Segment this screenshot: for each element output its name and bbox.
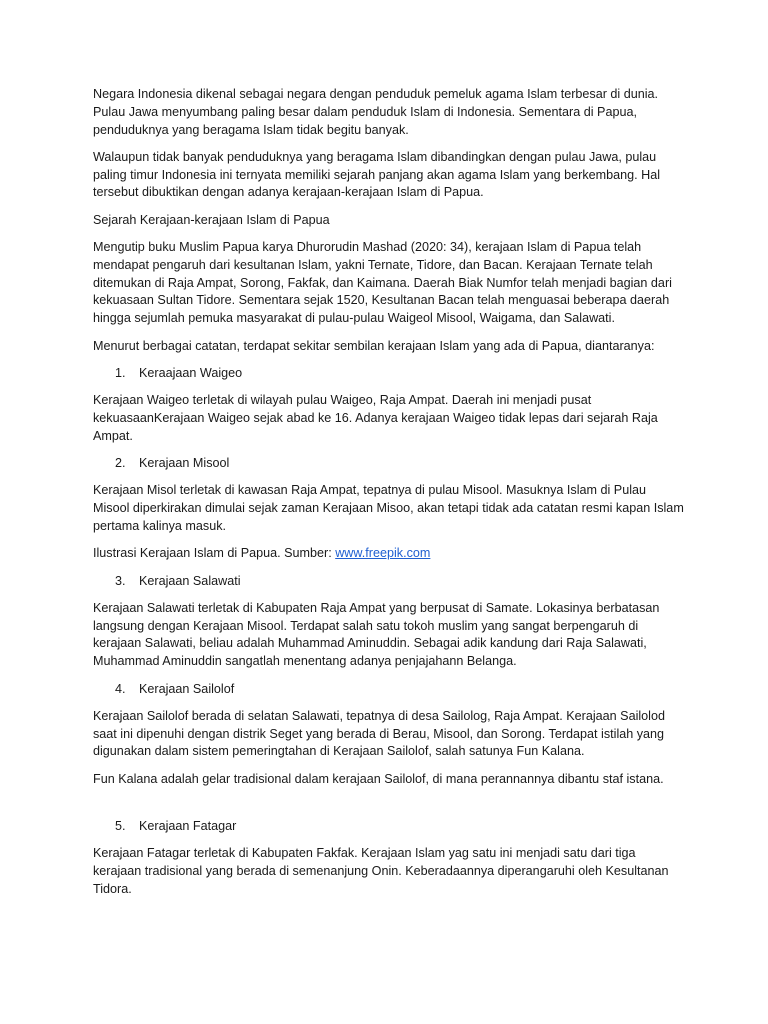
list-label: Kerajaan Salawati <box>139 573 241 588</box>
paragraph-misool: Kerajaan Misol terletak di kawasan Raja Ampat, tepatnya di pulau Misool. Masuknya Islam di Pulau Misool diperkirakan dimulai sejak zaman Kerajaan Misoo, akan tetapi tidak ada catatan resmi kapan Islam pertama kalinya masuk. <box>93 483 684 533</box>
list-item-misool <box>93 455 685 473</box>
document-body <box>93 86 685 908</box>
paragraph-waigeo: Kerajaan Waigeo terletak di wilayah pulau Waigeo, Raja Ampat. Daerah ini menjadi pusat kekuasaanKerajaan Waigeo sejak abad ke 16. Adanya kerajaan Waigeo tidak lepas dari sejarah Raja Ampat. <box>93 393 658 443</box>
list-label: Kerajaan Fatagar <box>139 819 237 833</box>
blank-line <box>93 798 685 818</box>
list-number: 4. <box>115 681 126 696</box>
list-number: 1. <box>115 365 126 380</box>
paragraph-fatagar: Kerajaan Fatagar terletak di Kabupaten Fakfak. Kerajaan Islam yag satu ini menjadi satu dari tiga kerajaan tradisional yang berada di semenanjung Onin. Keberadaannya diperangaruhi oleh Kesultanan Tidora. <box>93 846 669 896</box>
section-heading: Sejarah Kerajaan-kerajaan Islam di Papua <box>93 212 330 227</box>
paragraph-fun-kalana: Fun Kalana adalah gelar tradisional dalam kerajaan Sailolof, di mana perannannya dibantu staf istana. <box>93 771 664 786</box>
list-item-fatagar <box>93 818 685 836</box>
list-item-sailolof <box>93 681 685 699</box>
caption-text: Ilustrasi Kerajaan Islam di Papua. Sumber: <box>93 546 336 561</box>
paragraph-source: Mengutip buku Muslim Papua karya Dhurorudin Mashad (2020: 34), kerajaan Islam di Papua telah mendapat pengaruh dari kesultanan Islam, yakni Ternate, Tidore, dan Bacan. Kerajaan Ternate telah ditemukan di Raja Ampat, Sorong, Fakfak, dan Kaimana. Daerah Biak Numfor telah menjadi bagian dari kekuasaan Sultan Tidore. Sementara sejak 1520, Kesultanan Bacan telah menguasai beberapa daerah hingga sejumlah pemuka masyarakat di pulau-pulau Waigeol Misool, Waigama, dan Salawati. <box>93 240 672 326</box>
image-caption <box>93 545 685 563</box>
paragraph-list-intro: Menurut berbagai catatan, terdapat sekitar sembilan kerajaan Islam yang ada di Papua, diantaranya: <box>93 338 655 353</box>
paragraph-sailolof: Kerajaan Sailolof berada di selatan Salawati, tepatnya di desa Sailolog, Raja Ampat. Kerajaan Sailolod saat ini dipenuhi dengan distrik Seget yang berada di Berau, Misool, dan Sorong. Terdapat istilah yang digunakan dalam sistem pemeringtahan di Kerajaan Sailolof, salah satunya Fun Kalana. <box>93 708 665 759</box>
list-item-waigeo <box>93 365 685 383</box>
list-number: 5. <box>115 819 126 833</box>
freepik-link[interactable]: www.freepik.com <box>335 546 431 561</box>
paragraph-history: Walaupun tidak banyak penduduknya yang beragama Islam dibandingkan dengan pulau Jawa, pulau paling timur Indonesia ini ternyata memiliki sejarah panjang akan agama Islam yang berkembang. Hal tersebut dibuktikan dengan adanya kerajaan-kerajaan Islam di Papua. <box>93 149 661 200</box>
list-number: 2. <box>115 456 126 471</box>
list-item-salawati <box>93 573 685 591</box>
list-label: Keraajaan Waigeo <box>139 365 243 380</box>
list-label: Kerajaan Misool <box>139 456 230 471</box>
paragraph-intro: Negara Indonesia dikenal sebagai negara dengan penduduk pemeluk agama Islam terbesar di dunia. Pulau Jawa menyumbang paling besar dalam penduduk Islam di Indonesia. Sementara di Papua, penduduknya yang beragama Islam tidak begitu banyak. <box>93 87 659 137</box>
paragraph-salawati: Kerajaan Salawati terletak di Kabupaten Raja Ampat yang berpusat di Samate. Lokasinya berbatasan langsung dengan Kerajaan Misool. Terdapat salah satu tokoh muslim yang sangat berpengaruh di kerajaan Salawati, beliau adalah Muhammad Aminuddin. Sebagai adik kandung dari Raja Salawati, Muhammad Aminuddin sangatlah menentang adanya penjajahann Belanga. <box>93 600 660 669</box>
list-number: 3. <box>115 573 126 588</box>
list-label: Kerajaan Sailolof <box>139 681 235 696</box>
